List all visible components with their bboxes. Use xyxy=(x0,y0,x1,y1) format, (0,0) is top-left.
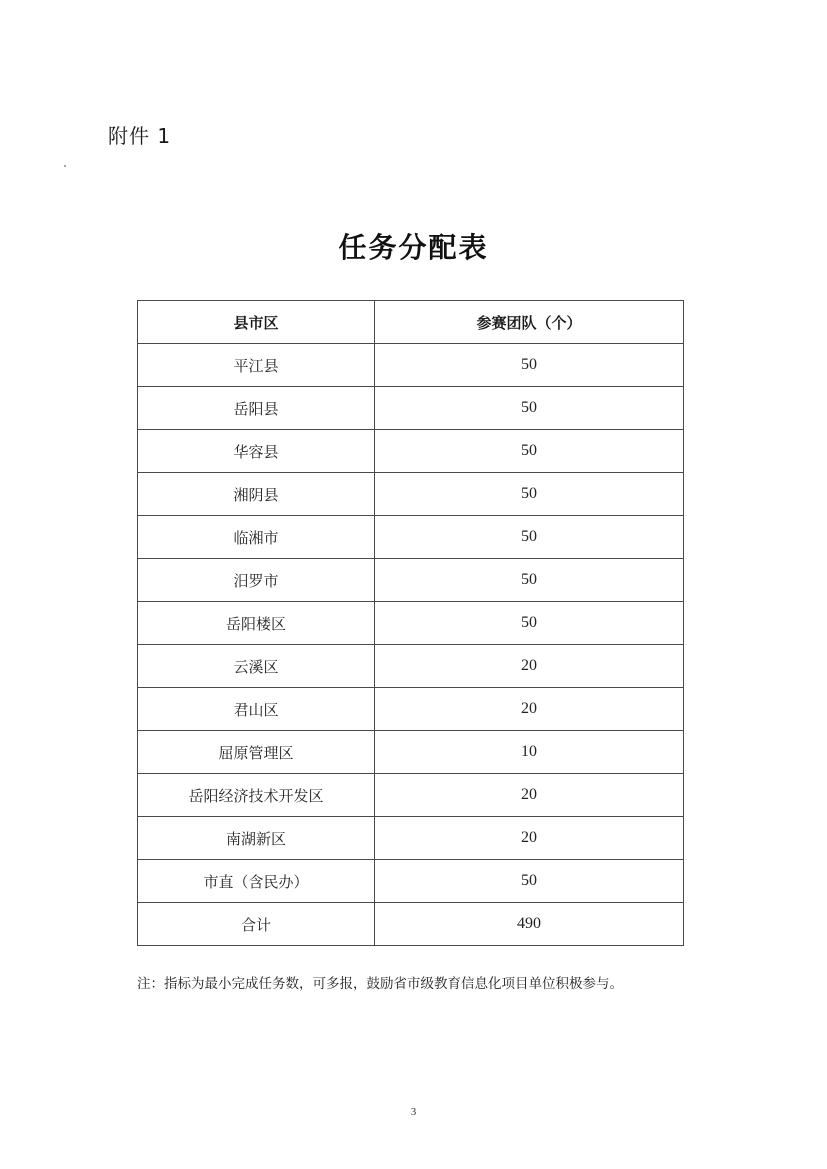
region-cell: 云溪区 xyxy=(138,645,375,688)
region-cell: 岳阳经济技术开发区 xyxy=(138,774,375,817)
region-cell: 君山区 xyxy=(138,688,375,731)
page-number: 3 xyxy=(410,1106,417,1118)
table-row xyxy=(138,645,684,688)
teams-cell: 20 xyxy=(375,817,684,860)
teams-cell: 20 xyxy=(375,774,684,817)
scan-artifact xyxy=(64,165,66,167)
attachment-label: 附件 1 xyxy=(108,124,172,148)
table-row xyxy=(138,731,684,774)
table-row xyxy=(138,516,684,559)
teams-cell: 50 xyxy=(375,430,684,473)
document-title: 任务分配表 xyxy=(338,231,489,264)
teams-cell: 10 xyxy=(375,731,684,774)
table-row xyxy=(138,473,684,516)
region-cell: 南湖新区 xyxy=(138,817,375,860)
table-header-row xyxy=(138,301,684,344)
table-row xyxy=(138,344,684,387)
region-cell: 岳阳楼区 xyxy=(138,602,375,645)
table-row xyxy=(138,774,684,817)
region-cell: 岳阳县 xyxy=(138,387,375,430)
region-cell: 汨罗市 xyxy=(138,559,375,602)
header-teams: 参赛团队（个） xyxy=(375,301,684,344)
table-row xyxy=(138,430,684,473)
region-cell: 平江县 xyxy=(138,344,375,387)
teams-cell: 50 xyxy=(375,602,684,645)
table-row xyxy=(138,817,684,860)
region-cell: 屈原管理区 xyxy=(138,731,375,774)
teams-cell: 50 xyxy=(375,516,684,559)
teams-cell: 50 xyxy=(375,344,684,387)
teams-cell: 20 xyxy=(375,688,684,731)
teams-cell: 20 xyxy=(375,645,684,688)
region-cell: 市直（含民办） xyxy=(138,860,375,903)
table-row xyxy=(138,387,684,430)
region-cell: 华容县 xyxy=(138,430,375,473)
allocation-table xyxy=(137,300,684,946)
table-row xyxy=(138,559,684,602)
table-total-row xyxy=(138,903,684,946)
teams-cell: 50 xyxy=(375,559,684,602)
header-region: 县市区 xyxy=(138,301,375,344)
region-cell: 湘阴县 xyxy=(138,473,375,516)
total-value-cell: 490 xyxy=(375,903,684,946)
region-cell: 临湘市 xyxy=(138,516,375,559)
table-row xyxy=(138,860,684,903)
total-label-cell: 合计 xyxy=(138,903,375,946)
teams-cell: 50 xyxy=(375,473,684,516)
footnote: 注：指标为最小完成任务数，可多报，鼓励省市级教育信息化项目单位积极参与。 xyxy=(137,976,623,992)
teams-cell: 50 xyxy=(375,860,684,903)
table-row xyxy=(138,688,684,731)
teams-cell: 50 xyxy=(375,387,684,430)
table-row xyxy=(138,602,684,645)
